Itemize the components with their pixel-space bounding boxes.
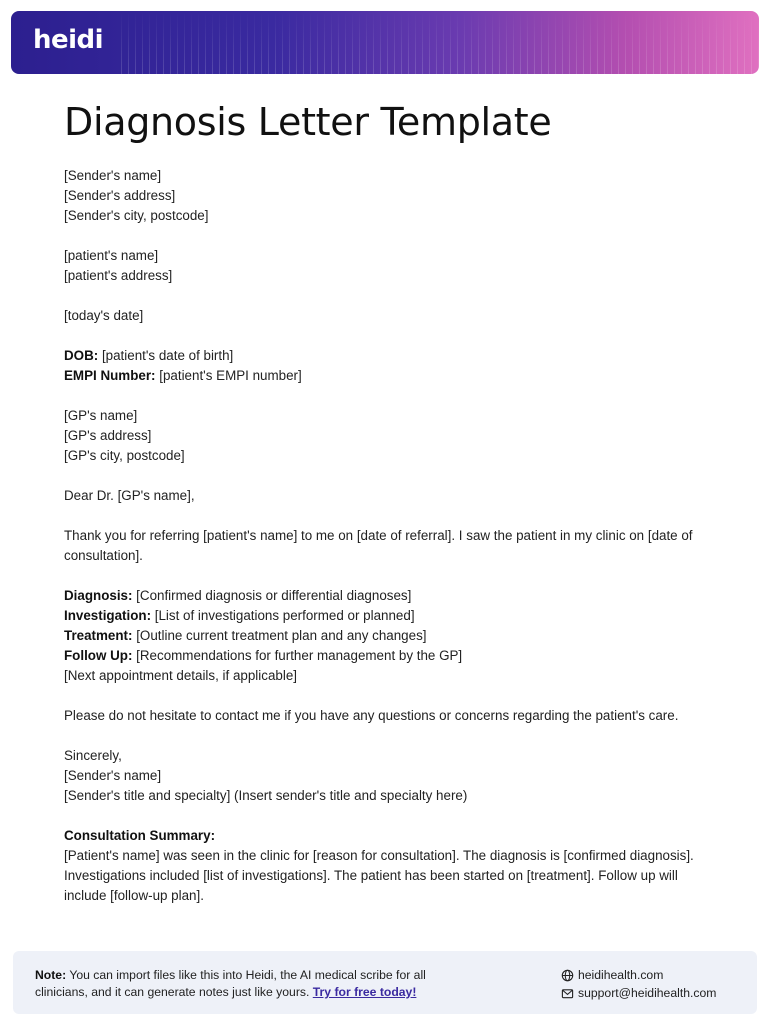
gp-address: [GP's address] [64,428,152,443]
sender-name: [Sender's name] [64,168,162,183]
summary-text: [Patient's name] was seen in the clinic for [reason for consultation]. The diagnosis is [confirmed diagnosis]. Investigations included [list of investigations]. The patient has been started on [treatment]. Follow up will include [follow-up plan]. [64,848,694,903]
patient-address: [patient's address] [64,268,173,283]
empi-line [64,366,714,386]
website-row [561,966,716,984]
note-prefix: Note: [35,968,67,982]
footer-note [35,967,475,1001]
note-text: You can import files like this into Heidi, the AI medical scribe for all clinicians, and it can generate notes just like yours. [35,968,426,999]
investigation-value: [List of investigations performed or planned] [151,608,415,623]
dob-value: [patient's date of birth] [98,348,234,363]
summary-heading: Consultation Summary: [64,828,216,843]
mail-icon [561,987,574,1000]
diagnosis-value: [Confirmed diagnosis or differential diagnoses] [132,588,412,603]
investigation-line [64,606,714,626]
signoff-name: [Sender's name] [64,768,162,783]
letter-date: [today's date] [64,308,144,323]
followup-line [64,646,714,666]
email-link[interactable]: support@heidihealth.com [578,986,717,1000]
page-title: Diagnosis Letter Template [64,100,552,144]
gp-name: [GP's name] [64,408,138,423]
diagnosis-line [64,586,714,606]
treatment-value: [Outline current treatment plan and any changes] [132,628,427,643]
treatment-label: Treatment: [64,628,133,643]
globe-icon [561,969,574,982]
followup-label: Follow Up: [64,648,133,663]
closing-paragraph: Please do not hesitate to contact me if you have any questions or concerns regarding the patient's care. [64,708,679,723]
try-free-link[interactable]: Try for free today! [312,985,417,999]
header-banner [11,11,759,74]
gp-city: [GP's city, postcode] [64,448,185,463]
empi-value: [patient's EMPI number] [155,368,302,383]
letter-body [64,166,714,906]
email-row [561,984,716,1002]
dob-line [64,346,714,366]
followup-value: [Recommendations for further management by the GP] [132,648,463,663]
banner-pattern [121,11,759,74]
next-appointment: [Next appointment details, if applicable] [64,668,297,683]
treatment-line [64,626,714,646]
diagnosis-label: Diagnosis: [64,588,133,603]
intro-paragraph: Thank you for referring [patient's name] to me on [date of referral]. I saw the patient in my clinic on [date of consultation]. [64,528,693,563]
footer-banner [13,951,757,1014]
website-link[interactable]: heidihealth.com [578,968,664,982]
empi-label: EMPI Number: [64,368,156,383]
sender-address: [Sender's address] [64,188,176,203]
signoff-title: [Sender's title and specialty] (Insert sender's title and specialty here) [64,788,468,803]
dob-label: DOB: [64,348,99,363]
greeting: Dear Dr. [GP's name], [64,488,195,503]
investigation-label: Investigation: [64,608,152,623]
signoff-salutation: Sincerely, [64,748,122,763]
sender-city: [Sender's city, postcode] [64,208,209,223]
footer-contact [561,966,716,1002]
heidi-logo: heidi [33,25,104,55]
letter-document [64,100,714,906]
patient-name: [patient's name] [64,248,159,263]
